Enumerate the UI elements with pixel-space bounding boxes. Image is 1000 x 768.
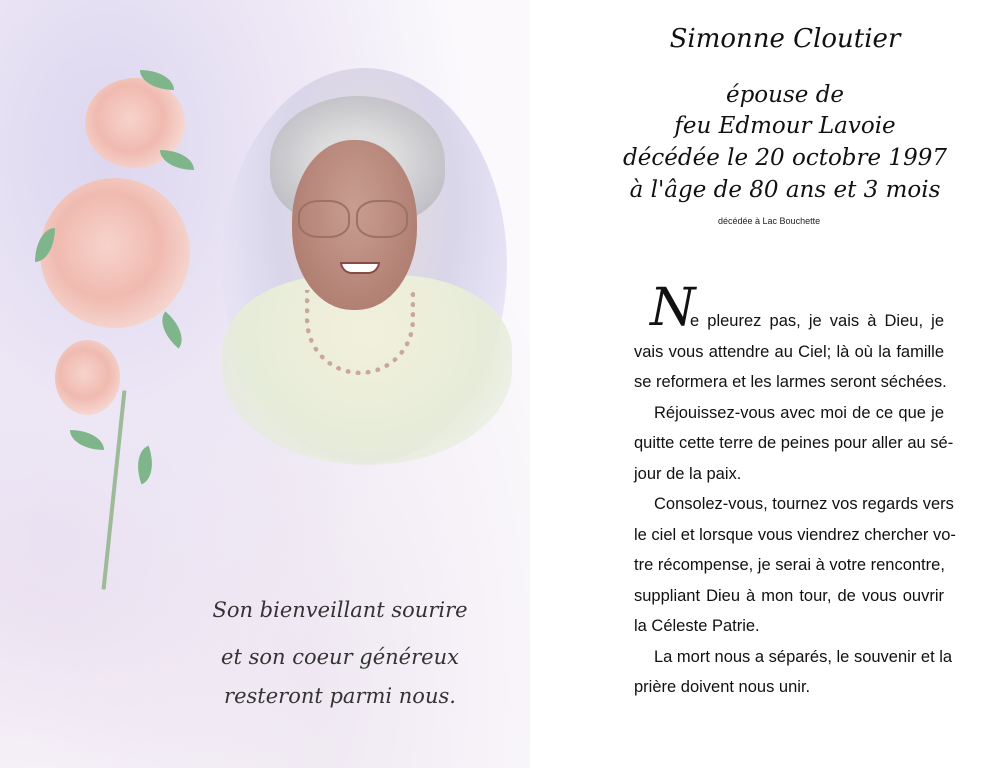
leaf-image: [153, 311, 192, 348]
detail-line: épouse de: [725, 82, 845, 108]
portrait-smile: [340, 262, 380, 274]
poem-line: la Céleste Patrie.: [634, 617, 760, 635]
rose-image: [40, 178, 190, 328]
poem-text: [634, 278, 956, 703]
flower-stem: [102, 390, 127, 589]
poem-line: quitte cette terre de peines pour aller au sé-: [634, 434, 954, 452]
poem-line: se reformera et les larmes seront séchées.: [634, 373, 947, 391]
poem-line: tre récompense, je serai à votre rencontre,: [634, 556, 945, 574]
glasses-image: [356, 200, 408, 238]
poem-line: le ciel et lorsque vous viendrez chercher vo-: [634, 525, 956, 544]
poem-line: e pleurez pas, je vais à Dieu, je: [690, 312, 944, 330]
detail-line: décédée le 20 octobre 1997: [623, 145, 947, 171]
poem-line: jour de la paix.: [634, 464, 742, 483]
deceased-name: Simonne Cloutier: [669, 24, 901, 54]
detail-line: feu Edmour Lavoie: [674, 113, 896, 139]
detail-line: à l'âge de 80 ans et 3 mois: [629, 177, 941, 203]
place-of-death: décédée à Lac Bouchette: [718, 216, 821, 226]
poem-line: Consolez-vous, tournez vos regards vers: [654, 495, 954, 513]
verse-line: resteront parmi nous.: [224, 684, 456, 708]
drop-cap: N: [650, 278, 696, 338]
verse-line: et son coeur généreux: [221, 645, 459, 669]
leaf-image: [160, 150, 194, 170]
rose-image: [55, 340, 120, 415]
poem-line: La mort nous a séparés, le souvenir et la: [654, 647, 953, 666]
poem-line: vais vous attendre au Ciel; là où la famille: [634, 342, 944, 361]
poem-line: Réjouissez-vous avec moi de ce que je: [654, 403, 944, 422]
leaf-image: [130, 446, 160, 485]
verse-line: Son bienveillant sourire: [212, 598, 468, 622]
glasses-image: [298, 200, 350, 238]
poem-line: prière doivent nous unir.: [634, 678, 811, 696]
leaf-image: [70, 430, 104, 450]
poem-line: suppliant Dieu à mon tour, de vous ouvrir: [634, 586, 944, 605]
